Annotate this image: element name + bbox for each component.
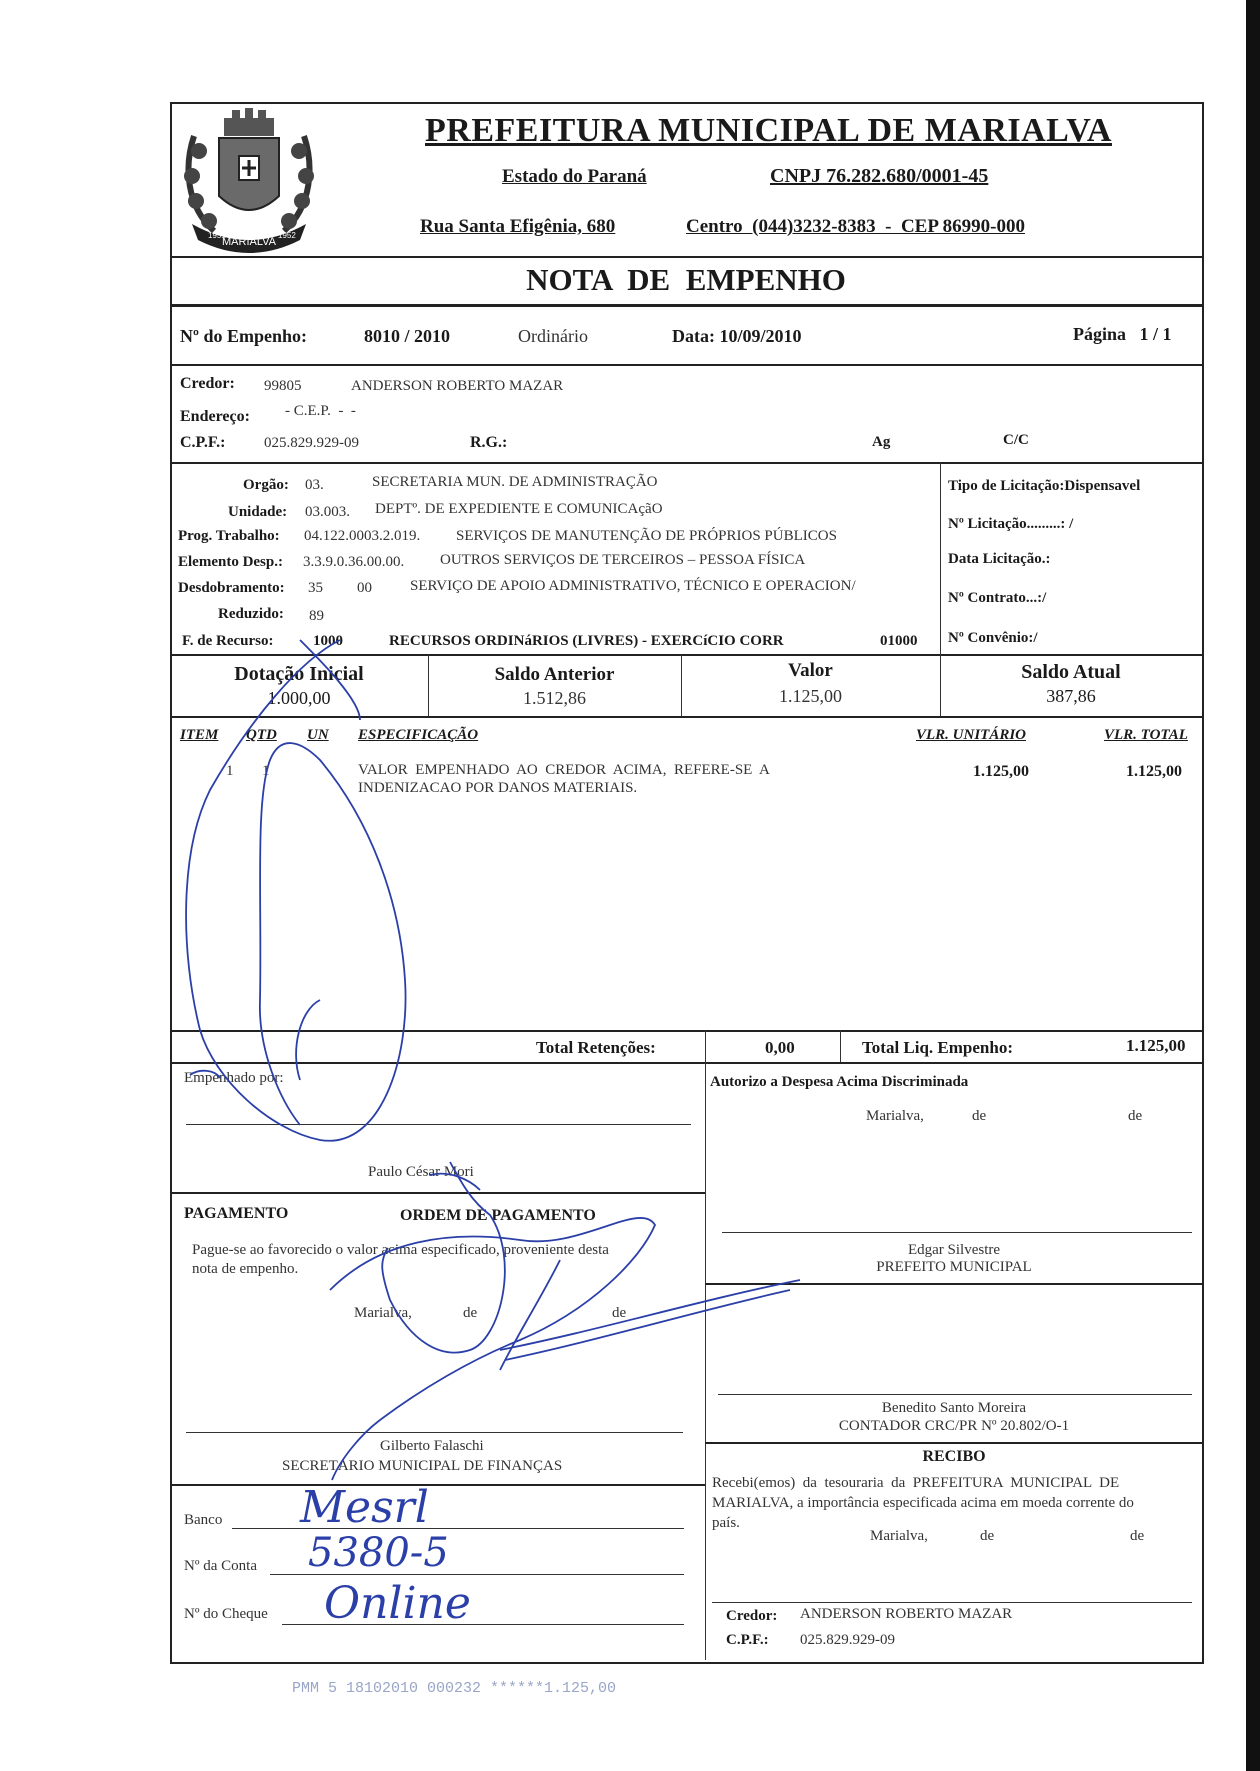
col-item: ITEM [180, 727, 219, 743]
crest-year-left: 1951 [208, 231, 226, 240]
autorizo-label: Autorizo a Despesa Acima Discriminada [710, 1074, 969, 1090]
ordem-pagamento-label: ORDEM DE PAGAMENTO [400, 1207, 596, 1224]
data-licitacao: Data Licitação.: [948, 551, 1051, 567]
credor-code: 99805 [264, 378, 302, 394]
autorizo-city: Marialva, [866, 1108, 924, 1124]
reduzido-label: Reduzido: [218, 606, 284, 622]
reduzido-value: 89 [309, 608, 324, 624]
recibo-credor-name: ANDERSON ROBERTO MAZAR [800, 1606, 1013, 1622]
divider [170, 1030, 1202, 1032]
city-crest-icon [174, 106, 324, 256]
divider [170, 1484, 705, 1486]
item-qtd: 1 [262, 763, 270, 779]
signature-line [718, 1394, 1192, 1395]
recibo-de1: de [980, 1528, 995, 1544]
divider [170, 462, 1202, 464]
desdobramento-b: 00 [357, 580, 372, 596]
numero-licitacao: Nº Licitação.........: / [948, 516, 1074, 532]
divider [940, 462, 941, 654]
pagamento-de2: de [612, 1305, 627, 1321]
recibo-text-line3: país. [712, 1515, 740, 1531]
autorizo-de2: de [1128, 1108, 1143, 1124]
conta-handwritten: 5380-5 [308, 1530, 449, 1576]
retencoes-label: Total Retenções: [536, 1038, 656, 1057]
empenho-number: 8010 / 2010 [364, 326, 451, 346]
recurso-value: 1000 [313, 633, 343, 649]
pagamento-city: Marialva, [354, 1305, 412, 1321]
dotacao-label: Dotação Inicial [234, 663, 364, 685]
autorizo-role: PREFEITO MUNICIPAL [876, 1259, 1032, 1275]
ag-label: Ag [872, 434, 891, 450]
prog-label: Prog. Trabalho: [178, 528, 280, 544]
autorizo-signer: Edgar Silvestre [907, 1242, 1001, 1258]
conta-label: Nº da Conta [184, 1558, 257, 1574]
item-spec-line2: INDENIZACAO POR DANOS MATERIAIS. [358, 780, 638, 796]
dotacao-value: 1.000,00 [267, 688, 331, 708]
divider [705, 1030, 706, 1062]
header-address: Rua Santa Efigênia, 680 [420, 216, 616, 237]
saldo-atual-label: Saldo Atual [1021, 661, 1121, 683]
header-cnpj: CNPJ 76.282.680/0001-45 [770, 165, 989, 187]
liquido-value: 1.125,00 [1126, 1036, 1186, 1055]
pagamento-signer: Gilberto Falaschi [380, 1438, 484, 1454]
unidade-value: 03.003. [305, 504, 350, 520]
divider [170, 304, 1202, 307]
credor-name: ANDERSON ROBERTO MAZAR [351, 378, 564, 394]
signature-line [712, 1602, 1192, 1603]
crest-year-right: 1952 [278, 231, 296, 240]
divider [705, 1442, 1202, 1444]
col-qtd: QTD [246, 727, 277, 743]
saldo-anterior-value: 1.512,86 [523, 688, 586, 708]
recibo-cpf-value: 025.829.929-09 [800, 1632, 895, 1648]
empenho-type: Ordinário [518, 326, 588, 346]
signature-line [186, 1432, 683, 1433]
prog-value: 04.122.0003.2.019. [304, 528, 421, 544]
divider [170, 716, 1202, 718]
divider [170, 256, 1202, 258]
contador-role: CONTADOR CRC/PR Nº 20.802/O-1 [838, 1418, 1070, 1434]
pagamento-role: SECRETÁRIO MUNICIPAL DE FINANÇAS [282, 1458, 563, 1474]
scan-edge [1246, 0, 1260, 1771]
page-number: Página 1 / 1 [1073, 324, 1172, 344]
pagamento-text-line1: Pague-se ao favorecido o valor acima especificado, proveniente desta [192, 1242, 609, 1258]
orgao-label: Orgão: [243, 477, 289, 493]
crest-banner-text: MARIALVA [222, 236, 276, 248]
unidade-desc: DEPTº. DE EXPEDIENTE E COMUNICAçãO [375, 501, 663, 517]
retencoes-value: 0,00 [765, 1038, 795, 1057]
header-contact: Centro (044)3232-8383 - CEP 86990-000 [686, 216, 1025, 237]
recurso-desc: RECURSOS ORDINáRIOS (LIVRES) - EXERCíCIO CORR [389, 633, 784, 649]
pagamento-text-line2: nota de empenho. [192, 1261, 299, 1277]
item-spec-line1: VALOR EMPENHADO AO CREDOR ACIMA, REFERE-SE A [358, 762, 770, 778]
divider [170, 654, 1202, 656]
header-title: PREFEITURA MUNICIPAL DE MARIALVA [425, 112, 1112, 149]
cc-label: C/C [1003, 432, 1029, 448]
elemento-value: 3.3.9.0.36.00.00. [303, 554, 405, 570]
numero-contrato: Nº Contrato...:/ [948, 590, 1047, 606]
recurso-label: F. de Recurso: [182, 633, 274, 649]
col-vlr-total: VLR. TOTAL [1104, 727, 1188, 743]
credor-label: Credor: [180, 375, 235, 392]
desdobramento-desc: SERVIÇO DE APOIO ADMINISTRATIVO, TÉCNICO E OPERACION/ [410, 578, 856, 594]
recibo-cpf-label: C.P.F.: [726, 1632, 769, 1648]
elemento-label: Elemento Desp.: [178, 554, 283, 570]
item-number: 1 [226, 763, 234, 779]
divider [170, 1192, 705, 1194]
unidade-label: Unidade: [228, 504, 288, 520]
empenho-label: Nº do Empenho: [180, 326, 307, 346]
pagamento-de1: de [463, 1305, 478, 1321]
recibo-de2: de [1130, 1528, 1145, 1544]
valor-label: Valor [788, 660, 833, 681]
tipo-licitacao: Tipo de Licitação:Dispensavel [948, 478, 1141, 494]
doc-title: NOTA DE EMPENHO [526, 262, 846, 297]
desdobramento-a: 35 [308, 580, 323, 596]
recibo-text-line1: Recebi(emos) da tesouraria da PREFEITURA MUNICIPAL DE [712, 1475, 1120, 1491]
elemento-desc: OUTROS SERVIÇOS DE TERCEIROS – PESSOA FÍSICA [440, 552, 806, 568]
divider [705, 1062, 706, 1660]
recibo-credor-label: Credor: [726, 1608, 778, 1624]
saldo-anterior-label: Saldo Anterior [494, 664, 615, 685]
header-state: Estado do Paraná [502, 166, 647, 187]
banco-label: Banco [184, 1512, 223, 1528]
item-total-value: 1.125,00 [1126, 763, 1182, 780]
orgao-value: 03. [305, 477, 324, 493]
divider [705, 1283, 1202, 1285]
empenhado-signer: Paulo César Mori [368, 1164, 474, 1180]
recibo-city: Marialva, [870, 1528, 928, 1544]
desdobramento-label: Desdobramento: [178, 580, 285, 596]
banco-handwritten: Mesrl [300, 1482, 429, 1533]
recibo-text-line2: MARIALVA, a importância especificada acima em moeda corrente do [712, 1495, 1134, 1511]
numero-convenio: Nº Convênio:/ [948, 630, 1038, 646]
endereco-value: - C.E.P. - - [285, 403, 356, 419]
recibo-title: RECIBO [922, 1448, 986, 1465]
cheque-handwritten: Online [324, 1578, 471, 1629]
col-especificacao: ESPECIFICAÇÃO [358, 727, 479, 743]
col-un: UN [307, 727, 329, 743]
orgao-desc: SECRETARIA MUN. DE ADMINISTRAÇÃO [372, 474, 658, 490]
item-unit-value: 1.125,00 [973, 763, 1029, 780]
pagamento-label: PAGAMENTO [184, 1205, 289, 1222]
contador-name: Benedito Santo Moreira [881, 1400, 1027, 1416]
payment-stamp: PMM 5 18102010 000232 ******1.125,00 [292, 1680, 617, 1697]
cpf-label: C.P.F.: [180, 434, 226, 451]
empenhado-label: Empenhado por: [184, 1070, 284, 1086]
recurso-code: 01000 [880, 633, 918, 649]
saldo-atual-value: 387,86 [1046, 686, 1096, 706]
autorizo-de1: de [972, 1108, 987, 1124]
cheque-label: Nº do Cheque [184, 1606, 268, 1622]
cpf-value: 025.829.929-09 [264, 435, 359, 451]
divider [170, 1062, 1202, 1064]
divider [170, 364, 1202, 366]
signature-line [722, 1232, 1192, 1233]
valor-value: 1.125,00 [779, 686, 842, 706]
endereco-label: Endereço: [180, 408, 250, 425]
col-vlr-unitario: VLR. UNITÁRIO [916, 727, 1027, 743]
liquido-label: Total Liq. Empenho: [862, 1038, 1013, 1057]
prog-desc: SERVIÇOS DE MANUTENÇÃO DE PRÓPRIOS PÚBLICOS [456, 528, 837, 544]
divider [840, 1030, 841, 1062]
signature-line [186, 1124, 691, 1125]
empenho-date: Data: 10/09/2010 [672, 326, 802, 346]
rg-label: R.G.: [470, 434, 508, 451]
